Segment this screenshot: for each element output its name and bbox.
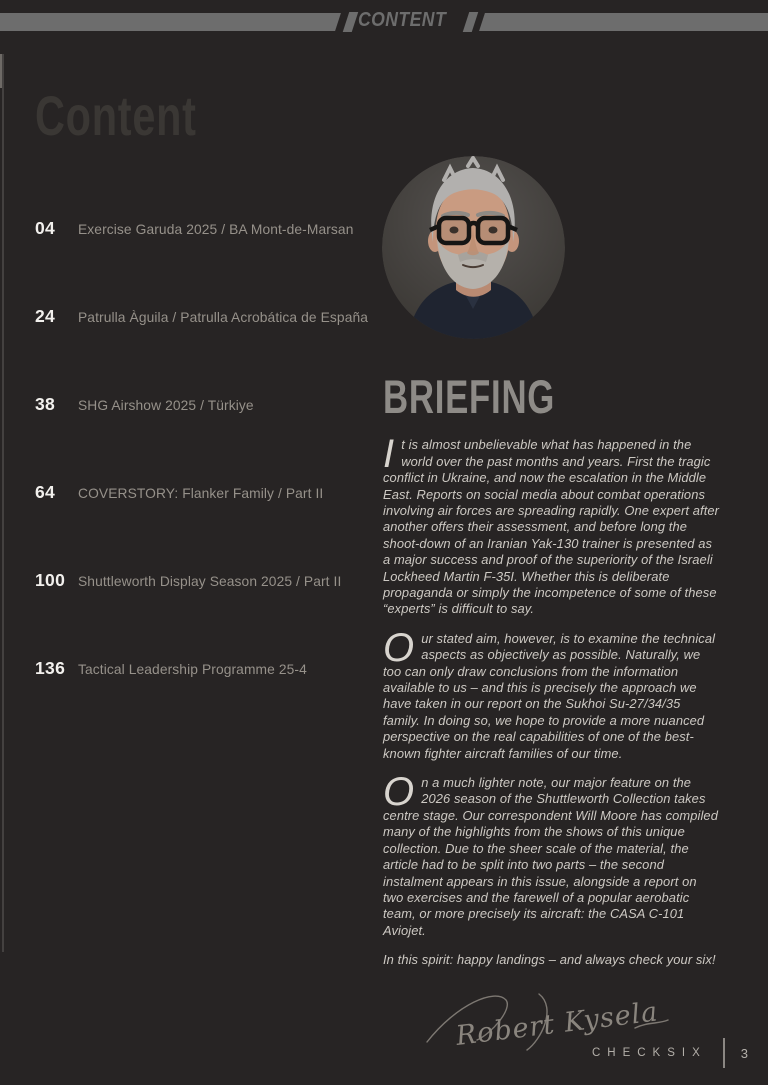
briefing-paragraph: [383, 432, 720, 617]
briefing-paragraph: [383, 625, 720, 762]
folio-page-number: 3: [740, 1045, 748, 1061]
magazine-name: CHECKSIX: [591, 1047, 707, 1059]
briefing-paragraph: [383, 770, 720, 939]
toc-entry: [35, 298, 368, 386]
drop-cap: O: [383, 770, 415, 815]
drop-cap: O: [383, 625, 415, 670]
page-footer: [592, 1038, 748, 1068]
toc-page-number: 100: [35, 570, 66, 590]
toc-entry: [35, 650, 368, 738]
toc-page-number: 38: [35, 394, 56, 414]
toc-entry: [35, 562, 368, 650]
editor-portrait-illustration: [382, 156, 565, 339]
toc-entry-title: Tactical Leadership Programme 25-4: [78, 662, 307, 677]
contents-title: Content: [35, 84, 197, 147]
briefing-section: [383, 372, 720, 1054]
toc-entry-title: Patrulla Àguila / Patrulla Acrobática de España: [78, 310, 369, 325]
toc-entry-title: COVERSTORY: Flanker Family / Part II: [78, 486, 324, 501]
banner-label: CONTENT: [358, 9, 447, 31]
toc-page-number: 64: [35, 482, 56, 502]
toc-entry: [35, 210, 368, 298]
paragraph-text: n a much lighter note, our major feature on the 2026 season of the Shuttleworth Collection takes centre stage. Our correspondent Will Moore has compiled many of the highlights from the shows of this unique collection. Due to the sheer scale of the material, the article had to be split into two parts – the second instalment appears in this issue, alongside a report on two exercises and the farewell of a popular aerobatic team, or more precisely its aircraft: the CASA C-101 Aviojet.: [383, 775, 718, 938]
toc-page-number: 136: [35, 658, 66, 678]
toc-entry-title: Exercise Garuda 2025 / BA Mont-de-Marsan: [78, 222, 354, 237]
editor-portrait: [382, 156, 565, 339]
toc-page-number: 24: [35, 306, 56, 326]
paragraph-text: ur stated aim, however, is to examine the technical aspects as objectively as possible. Naturally, we too can only draw conclusions from the information available to us – and this is precisely the approach we have taken in our report on the Sukhoi Su-27/34/35 family. In doing so, we hope to provide a more nuanced perspective on the real capabilities of one of the best-known fighter aircraft families of our time.: [383, 630, 716, 761]
toc-page-number: 04: [35, 218, 56, 238]
left-edge-rule: [2, 54, 4, 952]
contents-list: [35, 210, 368, 738]
closing-line: In this spirit: happy landings – and always check your six!: [383, 952, 716, 968]
paragraph-text: t is almost unbelievable what has happened in the world over the past months and years. First the tragic conflict in Ukraine, and now the escalation in the Middle East. Reports on social media about combat operations involving air forces are spreading rapidly. One expert after another offers their assessment, and before long the shoot-down of an Iranian Yak-130 trainer is presented as a major success and proof of the superiority of the Israeli Lockheed Martin F-35I. Whether this is deliberate propaganda or simply the incompetence of some of these “experts” is difficult to say.: [383, 437, 720, 617]
toc-entry-title: SHG Airshow 2025 / Türkiye: [78, 398, 254, 413]
toc-entry-title: Shuttleworth Display Season 2025 / Part II: [78, 574, 342, 589]
footer-divider: [723, 1038, 725, 1068]
briefing-heading: BRIEFING: [383, 370, 556, 423]
signature-text: Robert Kysela: [454, 995, 660, 1052]
toc-entry: [35, 474, 368, 562]
toc-entry: [35, 386, 368, 474]
drop-cap: I: [383, 432, 395, 477]
